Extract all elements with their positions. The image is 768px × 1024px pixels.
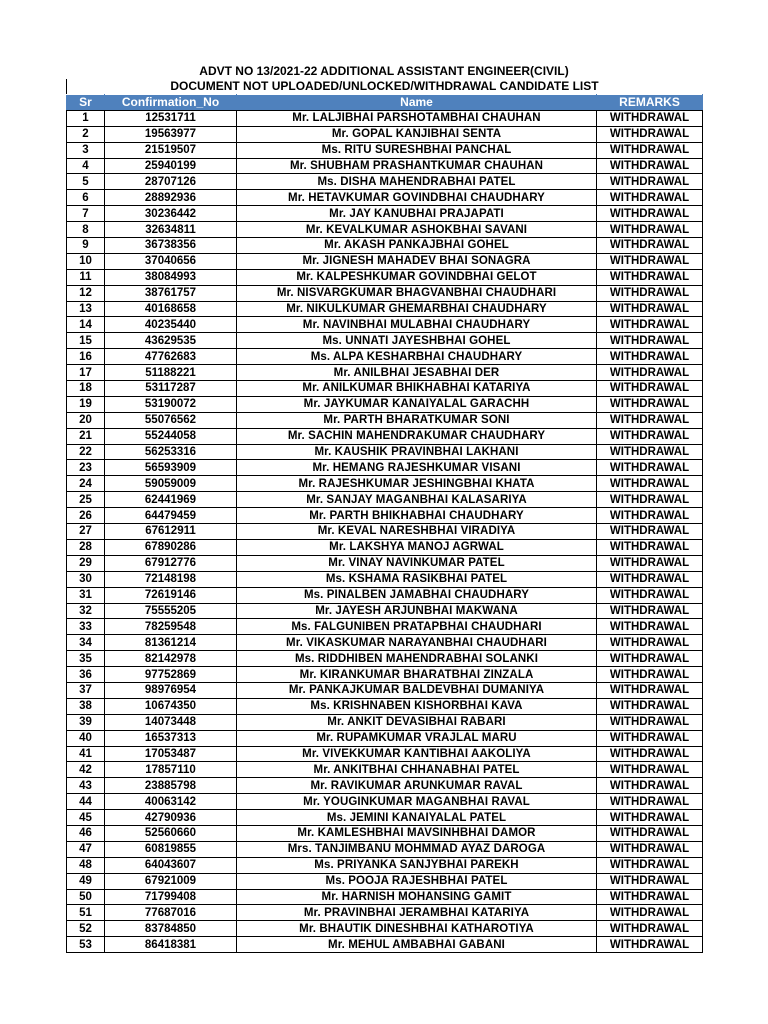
cell-confirmation-no: 53190072 [105,396,237,412]
cell-remarks: WITHDRAWAL [597,206,703,222]
table-row [67,301,703,317]
cell-confirmation-no: 40168658 [105,301,237,317]
table-row [67,921,703,937]
cell-confirmation-no: 38084993 [105,269,237,285]
document-title-line1: ADVT NO 13/2021-22 ADDITIONAL ASSISTANT ENGINEER(CIVIL) [199,64,569,78]
cell-remarks: WITHDRAWAL [597,158,703,174]
cell-confirmation-no: 32634811 [105,222,237,238]
cell-remarks: WITHDRAWAL [597,873,703,889]
cell-sr: 28 [67,539,105,555]
cell-sr: 47 [67,841,105,857]
table-row [67,905,703,921]
cell-confirmation-no: 82142978 [105,651,237,667]
cell-confirmation-no: 38761757 [105,285,237,301]
cell-remarks: WITHDRAWAL [597,301,703,317]
cell-remarks: WITHDRAWAL [597,444,703,460]
cell-remarks: WITHDRAWAL [597,317,703,333]
column-header-sr: Sr [67,95,105,111]
table-row [67,269,703,285]
cell-name: Mr. ANILBHAI JESABHAI DER [237,365,597,381]
cell-remarks: WITHDRAWAL [597,285,703,301]
table-row [67,635,703,651]
cell-confirmation-no: 40063142 [105,794,237,810]
cell-sr: 29 [67,555,105,571]
cell-remarks: WITHDRAWAL [597,222,703,238]
cell-confirmation-no: 55244058 [105,428,237,444]
cell-name: Ms. KRISHNABEN KISHORBHAI KAVA [237,698,597,714]
cell-confirmation-no: 77687016 [105,905,237,921]
cell-sr: 19 [67,396,105,412]
table-row [67,190,703,206]
cell-sr: 37 [67,682,105,698]
table-row [67,857,703,873]
table-row [67,603,703,619]
table-row [67,238,703,254]
cell-name: Mr. VIKASKUMAR NARAYANBHAI CHAUDHARI [237,635,597,651]
cell-confirmation-no: 42790936 [105,810,237,826]
cell-confirmation-no: 14073448 [105,714,237,730]
table-row [67,333,703,349]
cell-remarks: WITHDRAWAL [597,730,703,746]
candidate-list-sheet [66,64,702,953]
cell-name: Ms. FALGUNIBEN PRATAPBHAI CHAUDHARI [237,619,597,635]
cell-name: Mr. RAJESHKUMAR JESHINGBHAI KHATA [237,476,597,492]
cell-confirmation-no: 56593909 [105,460,237,476]
cell-sr: 49 [67,873,105,889]
table-row [67,730,703,746]
cell-remarks: WITHDRAWAL [597,253,703,269]
cell-confirmation-no: 67890286 [105,539,237,555]
cell-remarks: WITHDRAWAL [597,333,703,349]
cell-sr: 15 [67,333,105,349]
cell-confirmation-no: 97752869 [105,667,237,683]
cell-name: Ms. RITU SURESHBHAI PANCHAL [237,142,597,158]
table-row [67,365,703,381]
table-row [67,825,703,841]
table-row [67,349,703,365]
table-row [67,619,703,635]
cell-confirmation-no: 23885798 [105,778,237,794]
cell-sr: 43 [67,778,105,794]
cell-name: Mr. PARTH BHIKHABHAI CHAUDHARY [237,508,597,524]
cell-name: Mr. JAYESH ARJUNBHAI MAKWANA [237,603,597,619]
cell-sr: 33 [67,619,105,635]
cell-confirmation-no: 81361214 [105,635,237,651]
cell-remarks: WITHDRAWAL [597,174,703,190]
cell-confirmation-no: 55076562 [105,412,237,428]
cell-confirmation-no: 47762683 [105,349,237,365]
cell-name: Mr. PANKAJKUMAR BALDEVBHAI DUMANIYA [237,682,597,698]
cell-remarks: WITHDRAWAL [597,460,703,476]
table-row [67,381,703,397]
cell-confirmation-no: 51188221 [105,365,237,381]
cell-name: Mr. SHUBHAM PRASHANTKUMAR CHAUHAN [237,158,597,174]
cell-name: Mr. NISVARGKUMAR BHAGVANBHAI CHAUDHARI [237,285,597,301]
cell-sr: 6 [67,190,105,206]
cell-remarks: WITHDRAWAL [597,524,703,540]
cell-sr: 48 [67,857,105,873]
table-row [67,460,703,476]
cell-name: Mr. PARTH BHARATKUMAR SONI [237,412,597,428]
cell-remarks: WITHDRAWAL [597,841,703,857]
cell-sr: 12 [67,285,105,301]
table-row [67,110,703,126]
cell-remarks: WITHDRAWAL [597,937,703,953]
cell-name: Mr. SACHIN MAHENDRAKUMAR CHAUDHARY [237,428,597,444]
cell-name: Mr. VINAY NAVINKUMAR PATEL [237,555,597,571]
table-row [67,492,703,508]
cell-remarks: WITHDRAWAL [597,142,703,158]
cell-confirmation-no: 86418381 [105,937,237,953]
cell-confirmation-no: 17857110 [105,762,237,778]
cell-confirmation-no: 78259548 [105,619,237,635]
cell-sr: 35 [67,651,105,667]
cell-remarks: WITHDRAWAL [597,190,703,206]
cell-name: Ms. JEMINI KANAIYALAL PATEL [237,810,597,826]
cell-sr: 18 [67,381,105,397]
table-row [67,285,703,301]
table-row [67,778,703,794]
cell-name: Ms. POOJA RAJESHBHAI PATEL [237,873,597,889]
cell-name: Mr. HETAVKUMAR GOVINDBHAI CHAUDHARY [237,190,597,206]
cell-name: Mr. KAUSHIK PRAVINBHAI LAKHANI [237,444,597,460]
cell-name: Mr. KIRANKUMAR BHARATBHAI ZINZALA [237,667,597,683]
table-row [67,889,703,905]
cell-sr: 44 [67,794,105,810]
cell-sr: 17 [67,365,105,381]
cell-remarks: WITHDRAWAL [597,667,703,683]
cell-name: Mr. KEVALKUMAR ASHOKBHAI SAVANI [237,222,597,238]
table-row [67,682,703,698]
cell-sr: 32 [67,603,105,619]
cell-remarks: WITHDRAWAL [597,635,703,651]
cell-name: Mr. HARNISH MOHANSING GAMIT [237,889,597,905]
cell-confirmation-no: 16537313 [105,730,237,746]
cell-sr: 50 [67,889,105,905]
cell-remarks: WITHDRAWAL [597,428,703,444]
cell-sr: 20 [67,412,105,428]
cell-confirmation-no: 40235440 [105,317,237,333]
cell-confirmation-no: 71799408 [105,889,237,905]
cell-name: Mr. AKASH PANKAJBHAI GOHEL [237,238,597,254]
cell-name: Mr. NIKULKUMAR GHEMARBHAI CHAUDHARY [237,301,597,317]
cell-remarks: WITHDRAWAL [597,889,703,905]
cell-remarks: WITHDRAWAL [597,110,703,126]
cell-name: Mr. JAY KANUBHAI PRAJAPATI [237,206,597,222]
cell-sr: 52 [67,921,105,937]
cell-confirmation-no: 12531711 [105,110,237,126]
cell-remarks: WITHDRAWAL [597,269,703,285]
table-row [67,587,703,603]
cell-name: Mr. RAVIKUMAR ARUNKUMAR RAVAL [237,778,597,794]
cell-name: Mr. JIGNESH MAHADEV BHAI SONAGRA [237,253,597,269]
cell-sr: 26 [67,508,105,524]
cell-sr: 34 [67,635,105,651]
table-row [67,571,703,587]
cell-sr: 40 [67,730,105,746]
cell-confirmation-no: 25940199 [105,158,237,174]
cell-name: Mr. YOUGINKUMAR MAGANBHAI RAVAL [237,794,597,810]
cell-confirmation-no: 64479459 [105,508,237,524]
table-row [67,524,703,540]
cell-sr: 36 [67,667,105,683]
table-row [67,651,703,667]
cell-remarks: WITHDRAWAL [597,778,703,794]
cell-confirmation-no: 28707126 [105,174,237,190]
table-row [67,222,703,238]
table-row [67,667,703,683]
cell-name: Mr. NAVINBHAI MULABHAI CHAUDHARY [237,317,597,333]
cell-confirmation-no: 17053487 [105,746,237,762]
cell-name: Mr. MEHUL AMBABHAI GABANI [237,937,597,953]
cell-sr: 23 [67,460,105,476]
table-row [67,142,703,158]
cell-confirmation-no: 53117287 [105,381,237,397]
cell-confirmation-no: 21519507 [105,142,237,158]
cell-remarks: WITHDRAWAL [597,126,703,142]
table-row [67,539,703,555]
table-row [67,937,703,953]
cell-confirmation-no: 56253316 [105,444,237,460]
cell-remarks: WITHDRAWAL [597,412,703,428]
column-header-confirmation-no: Confirmation_No [105,95,237,111]
cell-remarks: WITHDRAWAL [597,682,703,698]
column-header-remarks: REMARKS [597,95,703,111]
cell-confirmation-no: 19563977 [105,126,237,142]
cell-confirmation-no: 10674350 [105,698,237,714]
cell-sr: 31 [67,587,105,603]
table-row [67,810,703,826]
table-row [67,174,703,190]
table-row [67,555,703,571]
cell-name: Ms. ALPA KESHARBHAI CHAUDHARY [237,349,597,365]
cell-name: Mr. LAKSHYA MANOJ AGRWAL [237,539,597,555]
cell-remarks: WITHDRAWAL [597,714,703,730]
cell-name: Ms. KSHAMA RASIKBHAI PATEL [237,571,597,587]
cell-name: Mr. KALPESHKUMAR GOVINDBHAI GELOT [237,269,597,285]
cell-confirmation-no: 98976954 [105,682,237,698]
table-row [67,476,703,492]
table-row [67,841,703,857]
table-row [67,126,703,142]
cell-sr: 5 [67,174,105,190]
cell-remarks: WITHDRAWAL [597,619,703,635]
cell-name: Ms. UNNATI JAYESHBHAI GOHEL [237,333,597,349]
cell-name: Mr. PRAVINBHAI JERAMBHAI KATARIYA [237,905,597,921]
table-row [67,714,703,730]
cell-sr: 16 [67,349,105,365]
cell-sr: 45 [67,810,105,826]
cell-sr: 1 [67,110,105,126]
cell-remarks: WITHDRAWAL [597,905,703,921]
cell-remarks: WITHDRAWAL [597,571,703,587]
cell-confirmation-no: 30236442 [105,206,237,222]
document-title-line2: DOCUMENT NOT UPLOADED/UNLOCKED/WITHDRAWAL CANDIDATE LIST [66,79,702,94]
cell-name: Mr. KEVAL NARESHBHAI VIRADIYA [237,524,597,540]
cell-remarks: WITHDRAWAL [597,857,703,873]
cell-confirmation-no: 67912776 [105,555,237,571]
table-row [67,873,703,889]
cell-sr: 8 [67,222,105,238]
cell-confirmation-no: 43629535 [105,333,237,349]
cell-confirmation-no: 67921009 [105,873,237,889]
table-row [67,317,703,333]
cell-confirmation-no: 64043607 [105,857,237,873]
cell-name: Ms. PRIYANKA SANJYBHAI PAREKH [237,857,597,873]
table-row [67,698,703,714]
cell-confirmation-no: 37040656 [105,253,237,269]
table-row [67,746,703,762]
cell-sr: 38 [67,698,105,714]
cell-remarks: WITHDRAWAL [597,238,703,254]
cell-confirmation-no: 36738356 [105,238,237,254]
cell-remarks: WITHDRAWAL [597,555,703,571]
cell-remarks: WITHDRAWAL [597,476,703,492]
cell-sr: 46 [67,825,105,841]
cell-remarks: WITHDRAWAL [597,349,703,365]
table-header-row [67,95,703,111]
cell-remarks: WITHDRAWAL [597,508,703,524]
table-row [67,412,703,428]
cell-sr: 22 [67,444,105,460]
cell-remarks: WITHDRAWAL [597,603,703,619]
cell-sr: 41 [67,746,105,762]
cell-remarks: WITHDRAWAL [597,810,703,826]
cell-confirmation-no: 83784850 [105,921,237,937]
cell-remarks: WITHDRAWAL [597,746,703,762]
cell-name: Mr. ANKIT DEVASIBHAI RABARI [237,714,597,730]
cell-name: Mr. ANKITBHAI CHHANABHAI PATEL [237,762,597,778]
cell-name: Mr. BHAUTIK DINESHBHAI KATHAROTIYA [237,921,597,937]
cell-sr: 42 [67,762,105,778]
cell-remarks: WITHDRAWAL [597,381,703,397]
cell-sr: 7 [67,206,105,222]
candidate-table [66,94,703,953]
cell-name: Ms. RIDDHIBEN MAHENDRABHAI SOLANKI [237,651,597,667]
cell-sr: 3 [67,142,105,158]
table-row [67,158,703,174]
cell-sr: 4 [67,158,105,174]
cell-confirmation-no: 60819855 [105,841,237,857]
cell-sr: 10 [67,253,105,269]
cell-sr: 21 [67,428,105,444]
cell-sr: 2 [67,126,105,142]
table-row [67,253,703,269]
cell-name: Mr. SANJAY MAGANBHAI KALASARIYA [237,492,597,508]
cell-confirmation-no: 62441969 [105,492,237,508]
cell-name: Mrs. TANJIMBANU MOHMMAD AYAZ DAROGA [237,841,597,857]
cell-sr: 39 [67,714,105,730]
table-row [67,206,703,222]
cell-sr: 51 [67,905,105,921]
cell-sr: 53 [67,937,105,953]
cell-remarks: WITHDRAWAL [597,921,703,937]
cell-remarks: WITHDRAWAL [597,698,703,714]
table-row [67,444,703,460]
cell-name: Mr. KAMLESHBHAI MAVSINHBHAI DAMOR [237,825,597,841]
cell-name: Mr. HEMANG RAJESHKUMAR VISANI [237,460,597,476]
table-row [67,794,703,810]
cell-remarks: WITHDRAWAL [597,587,703,603]
cell-name: Mr. LALJIBHAI PARSHOTAMBHAI CHAUHAN [237,110,597,126]
cell-sr: 13 [67,301,105,317]
cell-name: Ms. DISHA MAHENDRABHAI PATEL [237,174,597,190]
cell-name: Mr. JAYKUMAR KANAIYALAL GARACHH [237,396,597,412]
cell-remarks: WITHDRAWAL [597,396,703,412]
cell-remarks: WITHDRAWAL [597,762,703,778]
cell-name: Mr. RUPAMKUMAR VRAJLAL MARU [237,730,597,746]
cell-sr: 24 [67,476,105,492]
cell-name: Mr. ANILKUMAR BHIKHABHAI KATARIYA [237,381,597,397]
cell-sr: 11 [67,269,105,285]
cell-remarks: WITHDRAWAL [597,492,703,508]
cell-sr: 14 [67,317,105,333]
cell-name: Mr. VIVEKKUMAR KANTIBHAI AAKOLIYA [237,746,597,762]
cell-confirmation-no: 75555205 [105,603,237,619]
cell-sr: 9 [67,238,105,254]
column-header-name: Name [237,95,597,111]
cell-confirmation-no: 52560660 [105,825,237,841]
cell-confirmation-no: 28892936 [105,190,237,206]
cell-remarks: WITHDRAWAL [597,825,703,841]
cell-confirmation-no: 72148198 [105,571,237,587]
table-row [67,428,703,444]
cell-name: Ms. PINALBEN JAMABHAI CHAUDHARY [237,587,597,603]
cell-sr: 25 [67,492,105,508]
cell-remarks: WITHDRAWAL [597,794,703,810]
table-row [67,762,703,778]
cell-sr: 27 [67,524,105,540]
table-row [67,508,703,524]
cell-name: Mr. GOPAL KANJIBHAI SENTA [237,126,597,142]
table-row [67,396,703,412]
cell-remarks: WITHDRAWAL [597,539,703,555]
cell-remarks: WITHDRAWAL [597,365,703,381]
cell-confirmation-no: 59059009 [105,476,237,492]
cell-confirmation-no: 72619146 [105,587,237,603]
cell-remarks: WITHDRAWAL [597,651,703,667]
cell-sr: 30 [67,571,105,587]
cell-confirmation-no: 67612911 [105,524,237,540]
